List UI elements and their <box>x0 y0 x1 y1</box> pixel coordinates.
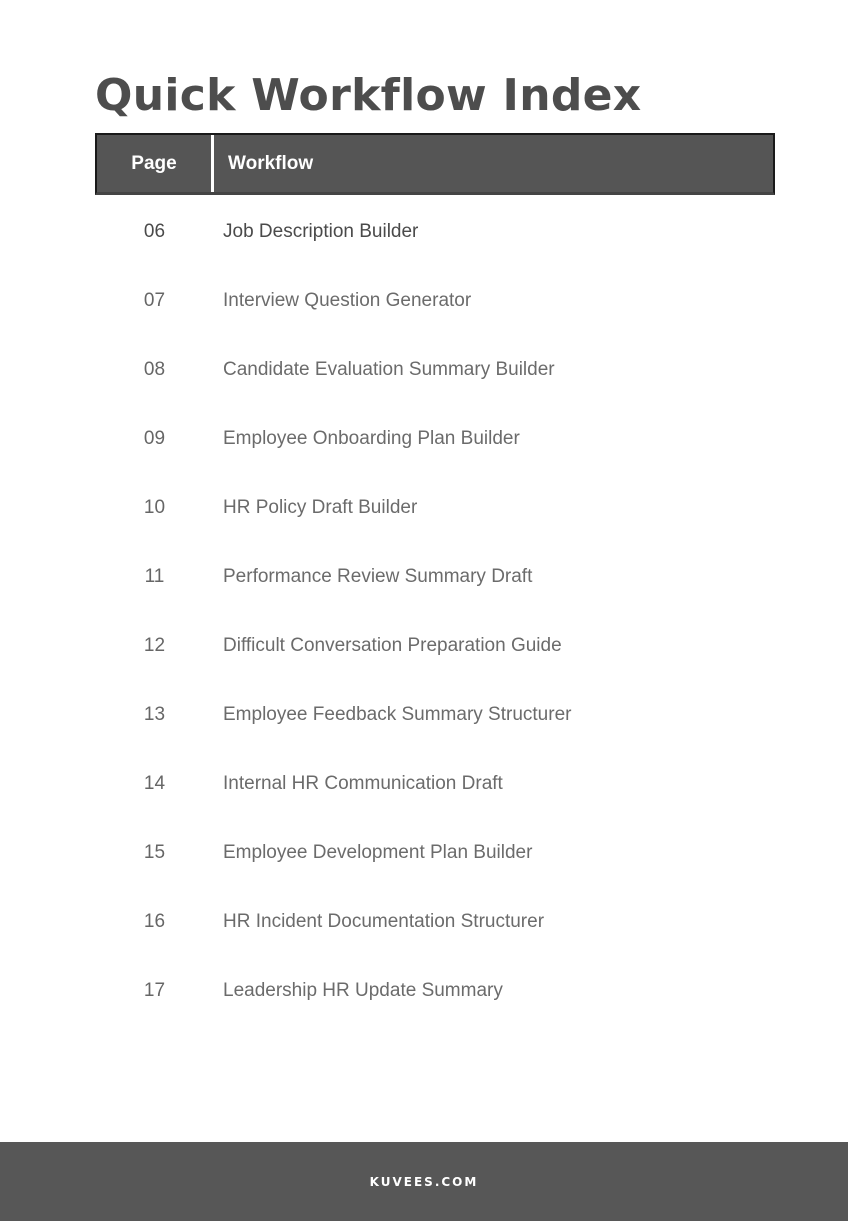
table-row <box>95 749 775 818</box>
table-row <box>95 818 775 887</box>
workflow-name: HR Policy Draft Builder <box>223 496 418 518</box>
page-number: 10 <box>143 496 166 518</box>
workflow-name: Performance Review Summary Draft <box>223 565 533 587</box>
workflow-name: Leadership HR Update Summary <box>223 979 503 1001</box>
workflow-name: Candidate Evaluation Summary Builder <box>223 358 555 380</box>
workflow-name: Job Description Builder <box>223 220 419 242</box>
footer-bar <box>0 1142 848 1221</box>
table-row <box>95 887 775 956</box>
workflow-index-table <box>95 133 775 1025</box>
workflow-name: HR Incident Documentation Structurer <box>223 910 545 932</box>
page-number: 08 <box>143 358 166 380</box>
table-row <box>95 335 775 404</box>
workflow-name: Interview Question Generator <box>223 289 472 311</box>
workflow-name: Difficult Conversation Preparation Guide <box>223 634 562 656</box>
table-row <box>95 197 775 266</box>
workflow-name: Employee Development Plan Builder <box>223 841 533 863</box>
workflow-name: Employee Onboarding Plan Builder <box>223 427 520 449</box>
table-row <box>95 680 775 749</box>
page-number: 16 <box>143 910 166 932</box>
table-row <box>95 404 775 473</box>
column-header-workflow: Workflow <box>228 152 314 174</box>
page-number: 14 <box>143 772 166 794</box>
column-header-page: Page <box>97 135 214 192</box>
page-number: 09 <box>143 427 166 449</box>
page-number: 11 <box>144 565 165 587</box>
page-number: 13 <box>143 703 166 725</box>
table-body <box>95 195 775 1025</box>
page-number: 15 <box>143 841 166 863</box>
workflow-name: Internal HR Communication Draft <box>223 772 503 794</box>
page-number: 12 <box>143 634 166 656</box>
table-row <box>95 473 775 542</box>
footer-site-text: KUVEES.COM <box>369 1174 479 1189</box>
table-row <box>95 956 775 1025</box>
page-number: 07 <box>143 289 166 311</box>
table-header <box>95 133 775 195</box>
workflow-name: Employee Feedback Summary Structurer <box>223 703 572 725</box>
page-number: 17 <box>143 979 166 1001</box>
table-row <box>95 266 775 335</box>
table-row <box>95 542 775 611</box>
page-number: 06 <box>143 220 166 242</box>
page-title: Quick Workflow Index <box>95 70 642 121</box>
table-row <box>95 611 775 680</box>
